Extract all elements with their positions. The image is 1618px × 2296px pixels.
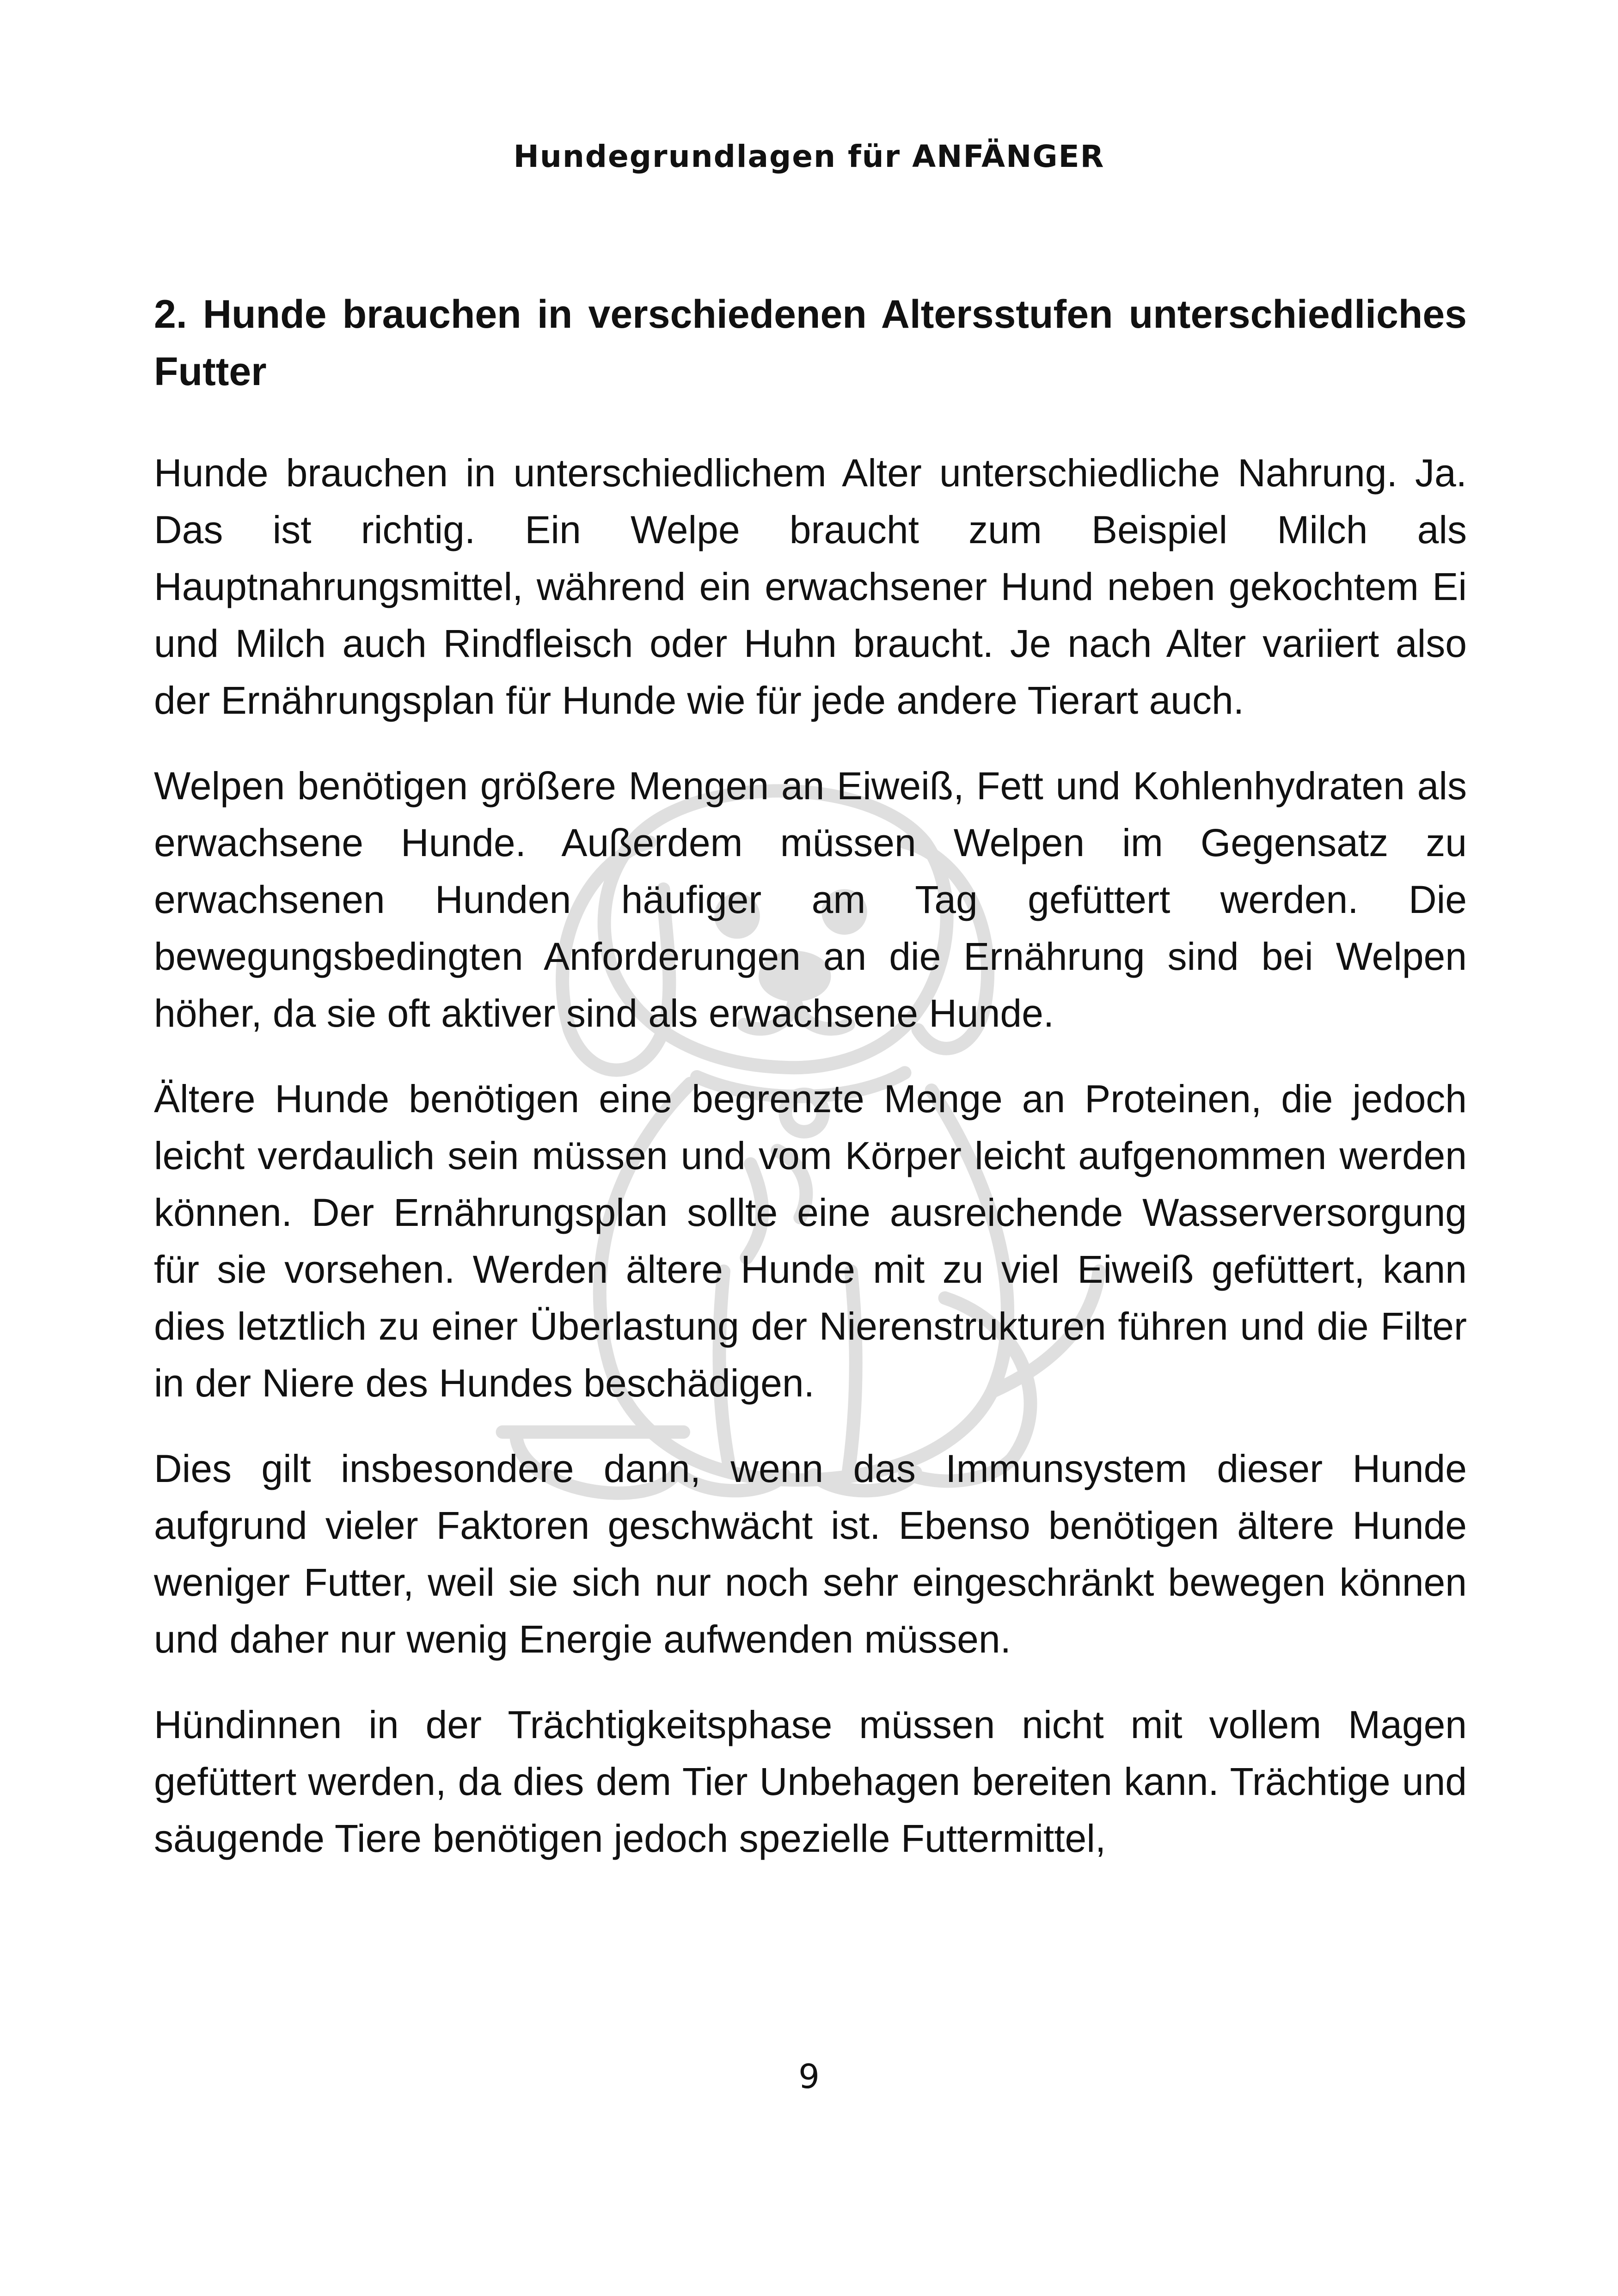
running-header: Hundegrundlagen für ANFÄNGER <box>513 139 1105 174</box>
paragraph: Hündinnen in der Trächtigkeitsphase müssen nicht mit vollem Magen gefüttert werden, da dies dem Tier Unbehagen bereiten kann. Trächtige und säugende Tiere benötigen jedoch spezielle Futtermittel, <box>154 1703 1467 1860</box>
page-number: 9 <box>798 2057 820 2096</box>
paragraph: Dies gilt insbesondere dann, wenn das Immunsystem dieser Hunde aufgrund vieler Faktoren geschwächt ist. Ebenso benötigen ältere Hunde weniger Futter, weil sie sich nur noch sehr eingeschränkt bewegen können und daher nur wenig Energie aufwenden müssen. <box>154 1447 1467 1661</box>
chapter-title: 2. Hunde brauchen in verschiedenen Altersstufen unterschiedliches Futter <box>154 292 1467 394</box>
paragraph: Hunde brauchen in unterschiedlichem Alter unterschiedliche Nahrung. Ja. Das ist richtig. Ein Welpe braucht zum Beispiel Milch als Hauptnahrungsmittel, während ein erwachsener Hund neben gekochtem Ei und Milch auch Rindfleisch oder Huhn braucht. Je nach Alter variiert also der Ernährungsplan für Hunde wie für jede andere Tierart auch. <box>154 451 1467 722</box>
paragraph: Ältere Hunde benötigen eine begrenzte Menge an Proteinen, die jedoch leicht verdaulich sein müssen und vom Körper leicht aufgenommen werden können. Der Ernährungsplan sollte eine ausreichende Wasserversorgung für sie vorsehen. Werden ältere Hunde mit zu viel Eiweiß gefüttert, kann dies letztlich zu einer Überlastung der Nierenstrukturen führen und die Filter in der Niere des Hundes beschädigen. <box>154 1077 1467 1405</box>
page-body <box>154 286 1467 1896</box>
paragraph: Welpen benötigen größere Mengen an Eiweiß, Fett und Kohlenhydraten als erwachsene Hunde. Außerdem müssen Welpen im Gegensatz zu erwachsenen Hunden häufiger am Tag gefüttert werden. Die bewegungsbedingten Anforderungen an die Ernährung sind bei Welpen höher, da sie oft aktiver sind als erwachsene Hunde. <box>154 764 1467 1035</box>
